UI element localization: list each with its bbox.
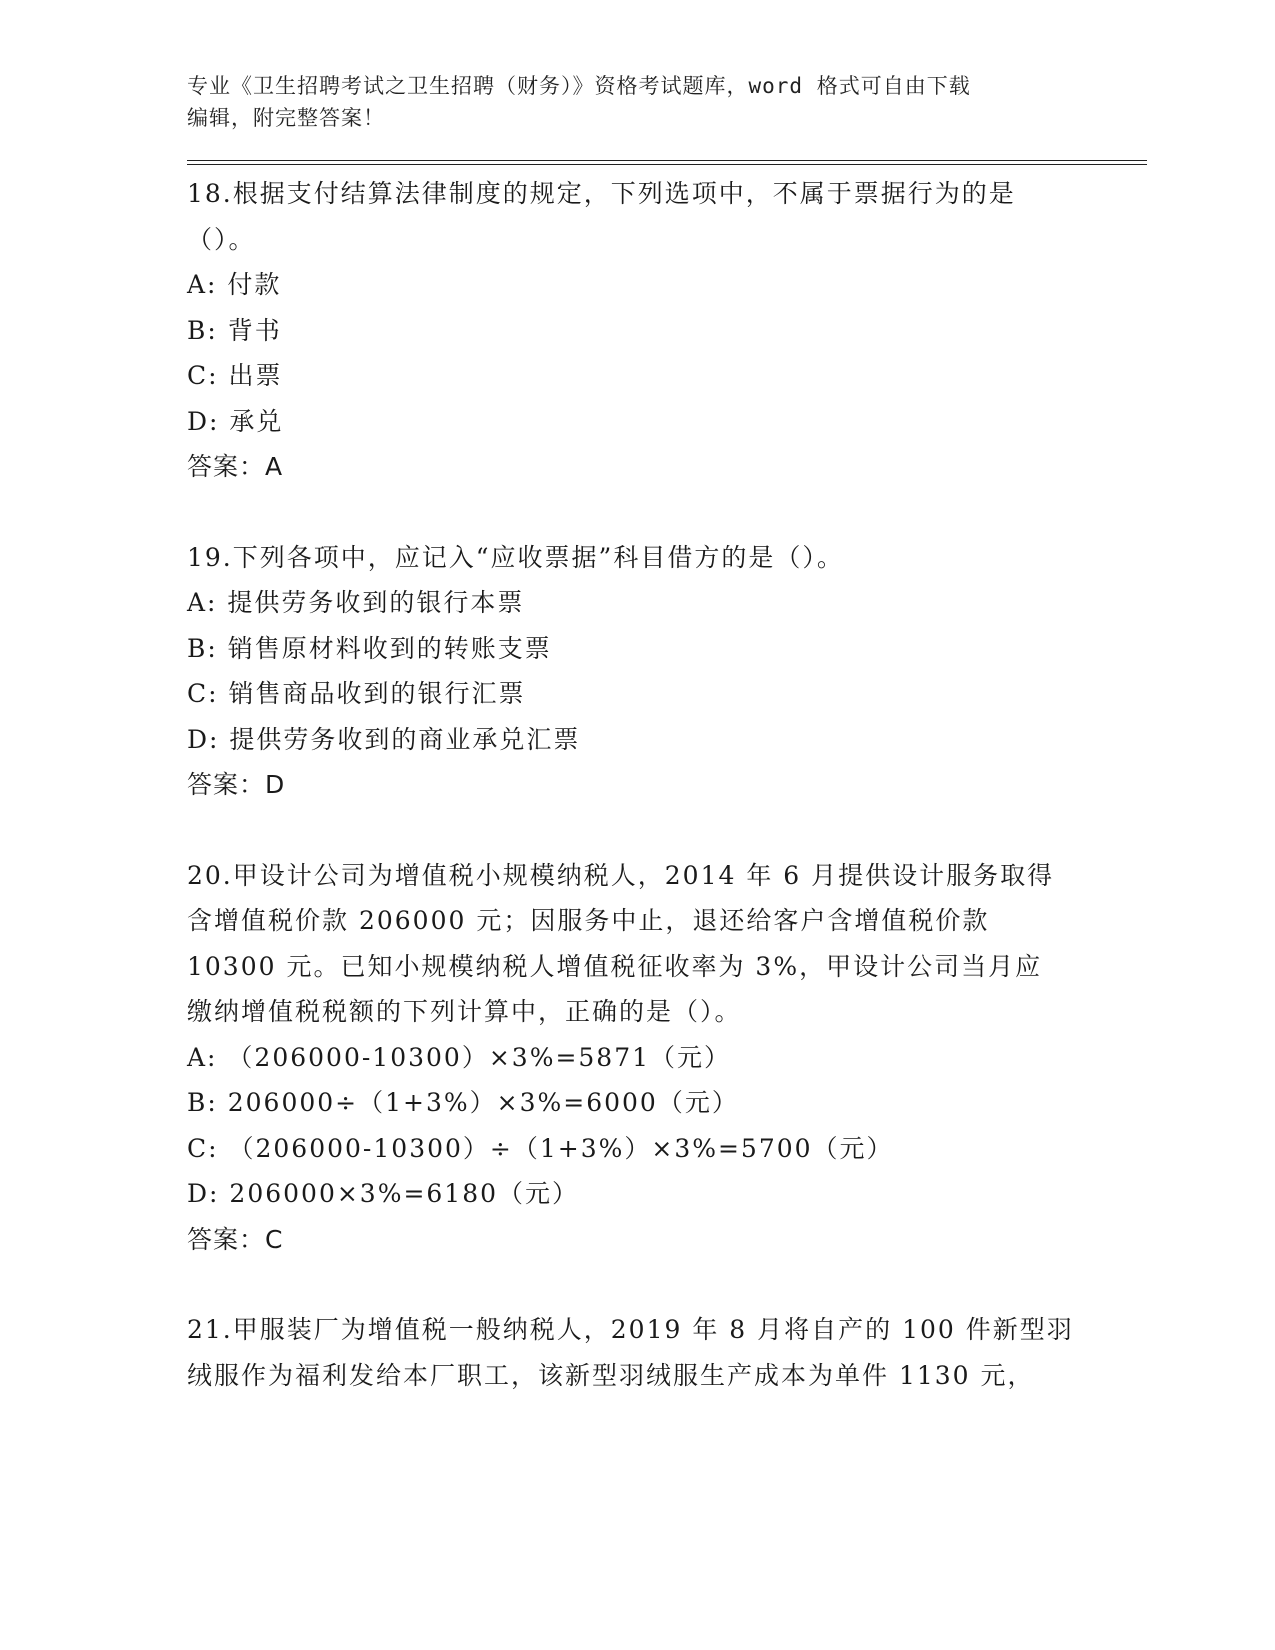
document-header xyxy=(187,70,1147,134)
option-d: D: 206000×3%=6180（元） xyxy=(187,1179,580,1208)
question-text: 缴纳增值税税额的下列计算中，正确的是（）。 xyxy=(187,997,742,1026)
question-text: 19.下列各项中，应记入“应收票据”科目借方的是（）。 xyxy=(187,542,844,572)
question-text: 20.甲设计公司为增值税小规模纳税人，2014 年 6 月提供设计服务取得 xyxy=(187,860,1055,890)
question-text: 绒服作为福利发给本厂职工，该新型羽绒服生产成本为单件 1130 元， xyxy=(187,1360,1035,1390)
answer: 答案：C xyxy=(187,1224,284,1254)
header-line-2: 编辑，附完整答案！ xyxy=(187,106,385,130)
option-c: C: 出票 xyxy=(187,361,283,390)
document-page xyxy=(187,70,1147,1398)
answer: 答案：D xyxy=(187,770,286,799)
header-divider-top xyxy=(187,160,1147,161)
option-a: A: （206000-10300）×3%=5871（元） xyxy=(187,1042,732,1072)
header-divider-bottom xyxy=(187,164,1147,165)
option-b: B: 销售原材料收到的转账支票 xyxy=(187,633,552,663)
question-20 xyxy=(187,853,1147,1263)
option-a: A: 付款 xyxy=(187,270,282,299)
option-d: D: 承兑 xyxy=(187,406,284,436)
question-text: 18.根据支付结算法律制度的规定，下列选项中，不属于票据行为的是 xyxy=(187,179,1016,208)
question-18 xyxy=(187,171,1147,490)
question-21 xyxy=(187,1307,1147,1398)
question-text: （）。 xyxy=(187,224,256,254)
option-b: B: 206000÷（1+3%）×3%=6000（元） xyxy=(187,1088,739,1117)
option-c: C: （206000-10300）÷（1+3%）×3%=5700（元） xyxy=(187,1133,894,1163)
question-text: 21.甲服装厂为增值税一般纳税人，2019 年 8 月将自产的 100 件新型羽 xyxy=(187,1315,1074,1344)
option-b: B: 背书 xyxy=(187,315,282,345)
question-text: 10300 元。已知小规模纳税人增值税征收率为 3%，甲设计公司当月应 xyxy=(187,951,1043,981)
option-a: A: 提供劳务收到的银行本票 xyxy=(187,588,525,617)
header-line-1: 专业《卫生招聘考试之卫生招聘（财务）》资格考试题库，word 格式可自由下载 xyxy=(187,74,971,98)
option-c: C: 销售商品收到的银行汇票 xyxy=(187,679,526,708)
option-d: D: 提供劳务收到的商业承兑汇票 xyxy=(187,724,581,754)
question-19 xyxy=(187,535,1147,808)
question-text: 含增值税价款 206000 元；因服务中止，退还给客户含增值税价款 xyxy=(187,906,990,935)
answer: 答案：A xyxy=(187,452,284,481)
